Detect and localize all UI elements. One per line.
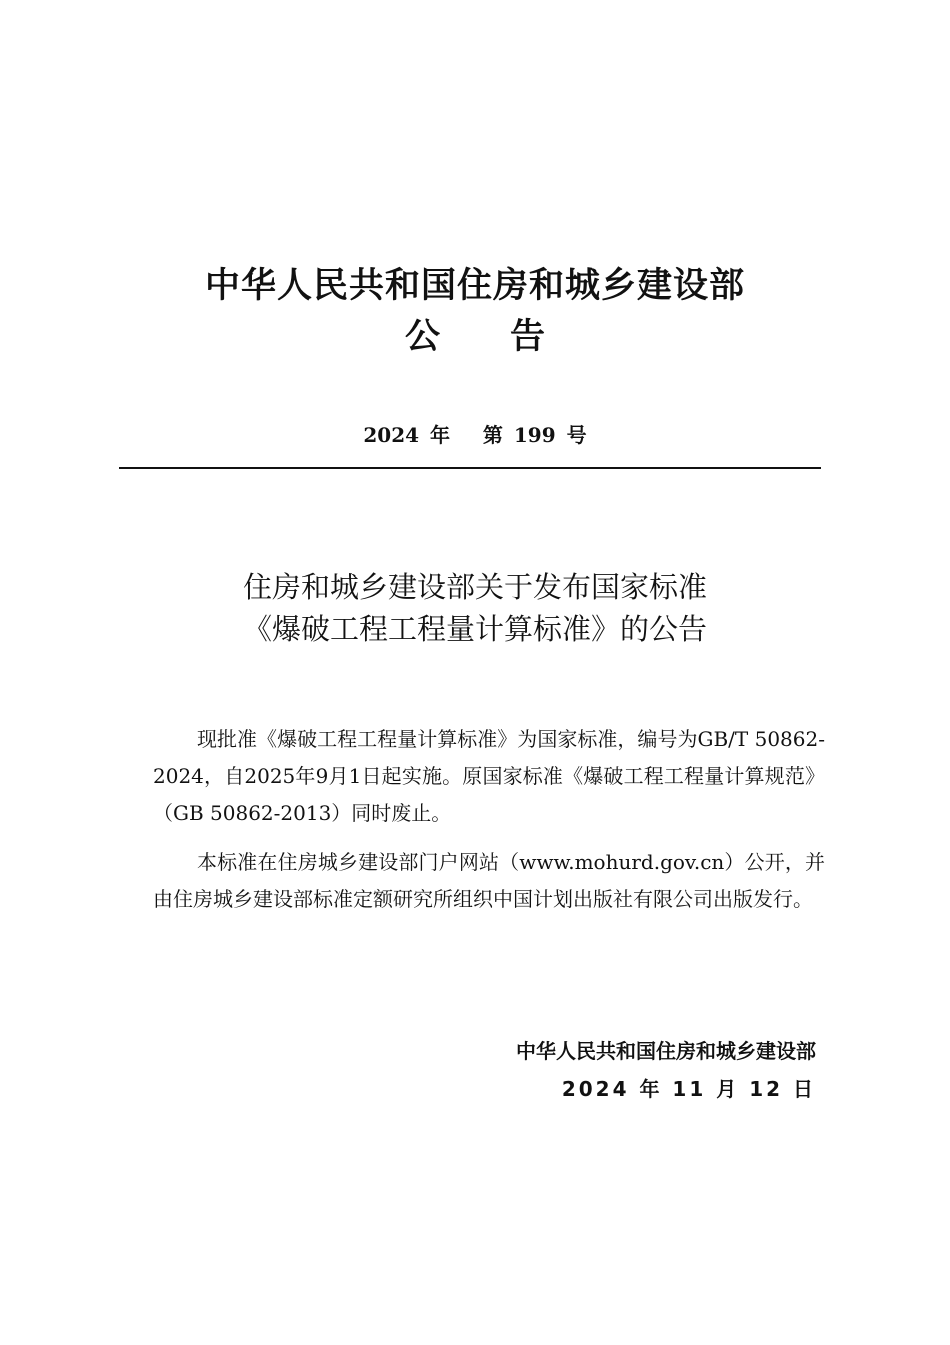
signature-issuer: 中华人民共和国住房和城乡建设部 [516,1039,816,1063]
header-divider [119,467,821,469]
signature-date: 2024 年 11 月 12 日 [561,1077,816,1101]
body-paragraph-1: 现批准《爆破工程工程量计算标准》为国家标准，编号为GB/T 50862-2024，自2025年9月1日起实施。原国家标准《爆破工程工程量计算规范》（GB 50862-2013）同时废止。 [153,727,825,825]
body-paragraph-2: 本标准在住房城乡建设部门户网站（www.mohurd.gov.cn）公开，并由住房城乡建设部标准定额研究所组织中国计划出版社有限公司出版发行。 [153,850,825,911]
issuer-heading: 中华人民共和国住房和城乡建设部 [204,266,745,306]
notice-title-line-2: 《爆破工程工程量计算标准》的公告 [242,612,707,646]
signature-block [516,1032,816,1108]
document-type-heading: 公告 [404,317,615,357]
document-number: 2024 年 第 199 号 [363,423,587,447]
notice-body [153,721,825,930]
notice-title-line-1: 住房和城乡建设部关于发布国家标准 [242,570,707,604]
notice-title [0,566,950,650]
